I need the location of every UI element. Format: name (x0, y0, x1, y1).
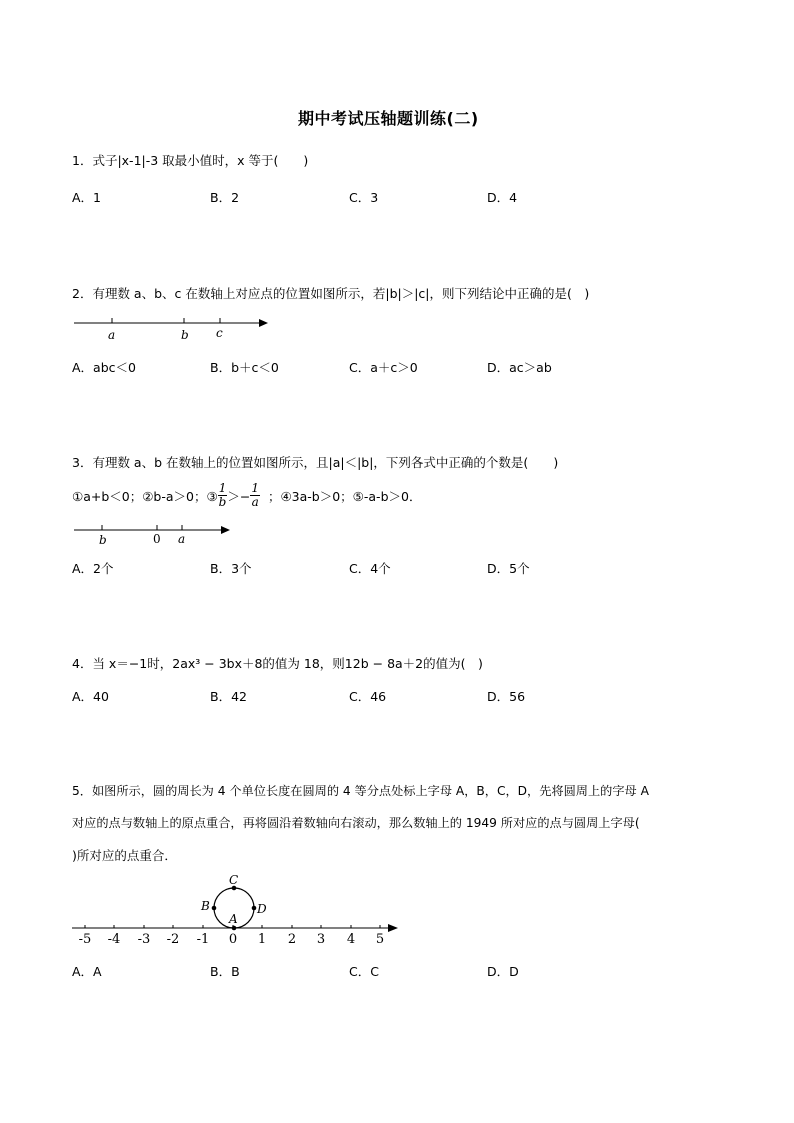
q3-option-a: A．2个 (72, 561, 114, 576)
q5-label-c: C (229, 873, 239, 887)
question-1-text: 1．式子|x-1|-3 取最小值时，x 等于( ) (72, 153, 309, 168)
q3-label-b: b (99, 533, 107, 547)
q5-label-d: D (257, 902, 267, 916)
q5-tick-label: -5 (78, 932, 92, 947)
q3-frac2-denominator: a (251, 495, 259, 509)
q3-number-line (72, 520, 237, 550)
q5-tick-label: 5 (375, 932, 385, 947)
q2-option-c: C．a＋c＞0 (349, 360, 418, 375)
q5-tick-label: 4 (346, 932, 356, 947)
q5-point-b (212, 906, 217, 911)
q3-label-zero: 0 (153, 532, 161, 546)
q5-tick-label: 0 (228, 932, 238, 947)
question-5-line-1: 5．如图所示，圆的周长为 4 个单位长度在圆周的 4 等分点处标上字母 A，B，C，D，先将圆周上的字母 A (72, 784, 649, 798)
q5-point-a (232, 926, 237, 931)
q5-option-a: A．A (72, 964, 102, 979)
q3-statements-part1: ①a+b＜0；②b-a＞0；③ (72, 488, 218, 504)
q3-fraction-1-over-b (218, 482, 228, 509)
q5-tick-label: -2 (166, 932, 180, 947)
q3-frac2-numerator: 1 (251, 481, 259, 495)
q4-option-a: A．40 (72, 689, 109, 704)
page-title: 期中考试压轴题训练(二) (298, 109, 479, 128)
q3-option-b: B．3个 (210, 561, 252, 576)
q3-label-a: a (178, 532, 186, 546)
q4-option-d: D．56 (487, 689, 526, 704)
q2-number-line (72, 312, 272, 344)
q5-tick-label: -3 (137, 932, 151, 947)
question-5-line-2: 对应的点与数轴上的原点重合，再将圆沿着数轴向右滚动，那么数轴上的 1949 所对应的点与圆周上字母( (72, 816, 640, 830)
q5-option-d: D．D (487, 964, 519, 979)
q1-option-b: B．2 (210, 190, 240, 205)
q2-label-c: c (216, 326, 223, 340)
q2-option-b: B．b＋c＜0 (210, 360, 279, 375)
q1-option-d: D．4 (487, 190, 518, 205)
q5-tick-label: 1 (257, 932, 267, 947)
q5-tick-label: -1 (196, 932, 210, 947)
q3-fraction-1-over-a (250, 482, 260, 509)
q5-point-d (252, 906, 257, 911)
q5-tick-label: -4 (107, 932, 121, 947)
question-2-text: 2．有理数 a、b、c 在数轴上对应点的位置如图所示，若|b|＞|c|，则下列结论中正确的是( ) (72, 286, 590, 301)
q3-frac1-denominator: b (218, 495, 227, 509)
q2-option-d: D．ac＞ab (487, 360, 552, 375)
q3-gt-sign: ＞− (227, 488, 251, 504)
question-4-text: 4．当 x＝−1时，2ax³ − 3bx＋8的值为 18，则12b − 8a＋2的值为( ) (72, 656, 483, 671)
q5-label-a: A (229, 912, 238, 926)
q1-option-c: C．3 (349, 190, 379, 205)
q3-option-d: D．5个 (487, 561, 530, 576)
question-5-line-3: )所对应的点重合． (72, 848, 177, 863)
q3-statements-part2: ；④3a-b＞0；⑤-a-b＞0． (267, 488, 422, 504)
q2-label-b: b (181, 328, 189, 342)
q5-tick-label: 3 (316, 932, 326, 947)
question-3-text: 3．有理数 a、b 在数轴上的位置如图所示，且|a|＜|b|，下列各式中正确的个数是( ) (72, 455, 559, 470)
q2-label-a: a (108, 328, 116, 342)
q5-label-b: B (201, 899, 210, 913)
q2-option-a: A．abc＜0 (72, 360, 136, 375)
q5-option-c: C．C (349, 964, 379, 979)
q5-circle-number-line-figure (68, 866, 408, 950)
q1-option-a: A．1 (72, 190, 102, 205)
q3-option-c: C．4个 (349, 561, 391, 576)
q4-option-c: C．46 (349, 689, 387, 704)
q3-frac1-numerator: 1 (218, 481, 227, 495)
q3-statements (72, 482, 421, 509)
q5-option-b: B．B (210, 964, 240, 979)
q5-tick-label: 2 (287, 932, 297, 947)
q4-option-b: B．42 (210, 689, 247, 704)
